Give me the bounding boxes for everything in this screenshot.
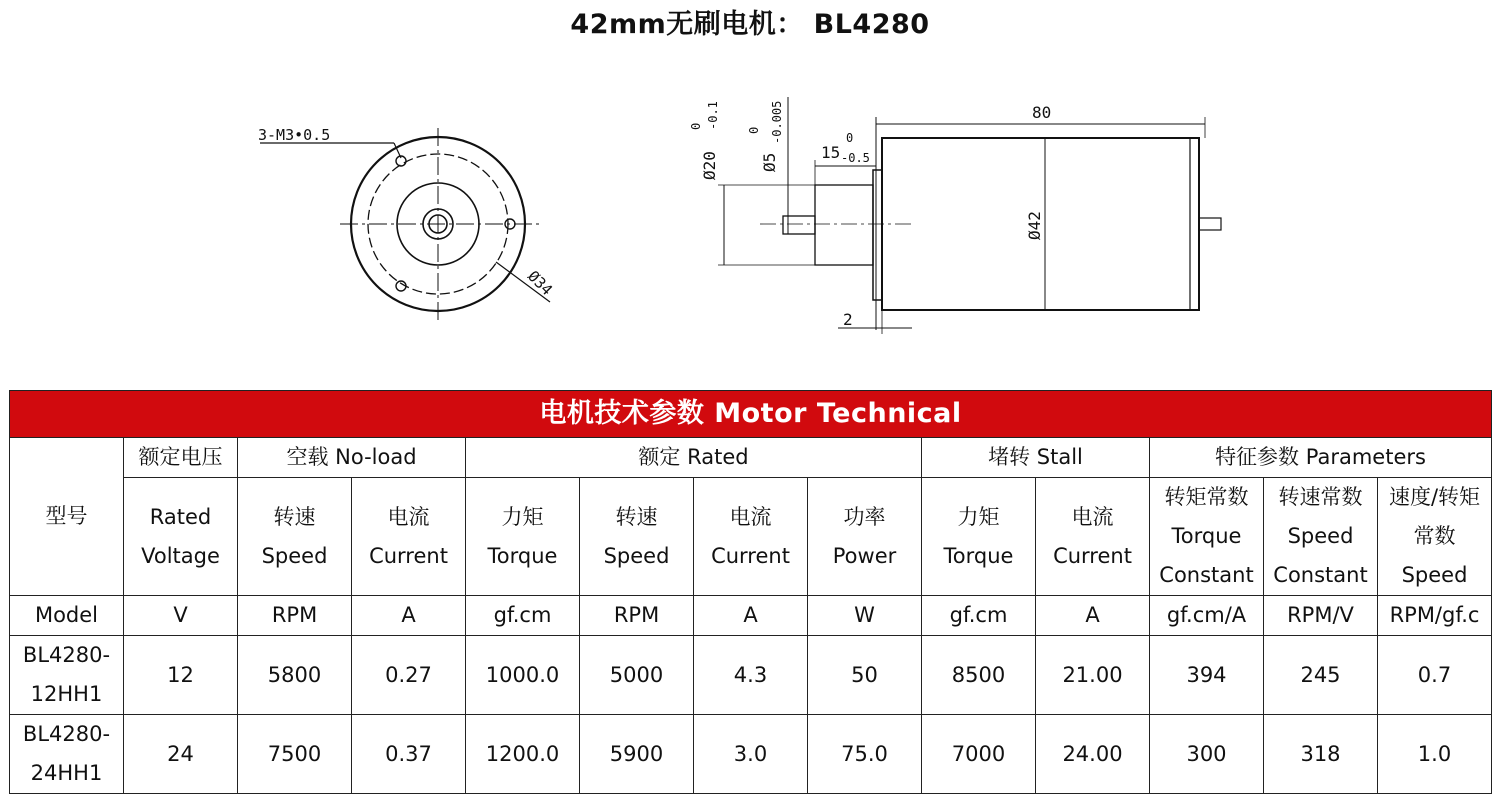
subheader-nl-speed: 转速 Speed <box>238 478 352 596</box>
value-cell: 24.00 <box>1036 715 1150 794</box>
unit-cell: RPM/V <box>1264 596 1378 636</box>
unit-cell: RPM <box>580 596 694 636</box>
subheader-r-current: 电流 Current <box>694 478 808 596</box>
subheader-speed-const: 转速常数 Speed Constant <box>1264 478 1378 596</box>
value-cell: 394 <box>1150 636 1264 715</box>
flange-tol-upper: 0 <box>689 122 703 130</box>
shaft-length-tol-lower: -0.5 <box>841 151 870 165</box>
shaft-length-label: 15 <box>821 143 841 162</box>
table-banner: 电机技术参数 Motor Technical <box>10 391 1492 438</box>
model-cell: BL4280- 12HH1 <box>10 636 124 715</box>
side-view <box>718 97 1221 334</box>
unit-cell: V <box>124 596 238 636</box>
group-rated-voltage: 额定电压 <box>124 438 238 478</box>
model-cell: BL4280- 24HH1 <box>10 715 124 794</box>
unit-cell: gf.cm <box>466 596 580 636</box>
unit-cell: A <box>352 596 466 636</box>
body-dia-label: Ø42 <box>1025 211 1044 240</box>
subheader-torque-const: 转矩常数 Torque Constant <box>1150 478 1264 596</box>
unit-cell: Model <box>10 596 124 636</box>
value-cell: 1200.0 <box>466 715 580 794</box>
value-cell: 8500 <box>922 636 1036 715</box>
subheader-r-power: 功率 Power <box>808 478 922 596</box>
shaft-length-tol-upper: 0 <box>846 131 854 145</box>
value-cell: 7000 <box>922 715 1036 794</box>
value-cell: 245 <box>1264 636 1378 715</box>
unit-cell: RPM/gf.c <box>1378 596 1492 636</box>
value-cell: 24 <box>124 715 238 794</box>
subheader-r-speed: 转速 Speed <box>580 478 694 596</box>
value-cell: 1.0 <box>1378 715 1492 794</box>
value-cell: 318 <box>1264 715 1378 794</box>
value-cell: 0.7 <box>1378 636 1492 715</box>
subheader-s-torque: 力矩 Torque <box>922 478 1036 596</box>
table-row <box>10 715 1492 794</box>
shaft-tol-upper: 0 <box>747 126 761 134</box>
value-cell: 21.00 <box>1036 636 1150 715</box>
group-stall: 堵转 Stall <box>922 438 1150 478</box>
shaft-tol-lower: -0.005 <box>770 100 784 144</box>
pcd-label: Ø34 <box>524 267 557 299</box>
value-cell: 5800 <box>238 636 352 715</box>
value-cell: 1000.0 <box>466 636 580 715</box>
subheader-r-torque: 力矩 Torque <box>466 478 580 596</box>
value-cell: 300 <box>1150 715 1264 794</box>
subheader-speed-torque: 速度/转矩 常数 Speed <box>1378 478 1492 596</box>
units-row <box>10 596 1492 636</box>
unit-cell: W <box>808 596 922 636</box>
group-parameters: 特征参数 Parameters <box>1150 438 1492 478</box>
subheader-s-current: 电流 Current <box>1036 478 1150 596</box>
flange-dia-label: Ø20 <box>700 151 719 180</box>
value-cell: 5900 <box>580 715 694 794</box>
group-no-load: 空载 No-load <box>238 438 466 478</box>
thread-note-label: 3-M3•0.5 <box>258 126 331 144</box>
table-row <box>10 636 1492 715</box>
front-view <box>260 128 550 322</box>
value-cell: 50 <box>808 636 922 715</box>
value-cell: 4.3 <box>694 636 808 715</box>
shaft-dia-label: Ø5 <box>760 152 779 172</box>
motor-dimension-drawing <box>0 50 1500 350</box>
value-cell: 3.0 <box>694 715 808 794</box>
value-cell: 75.0 <box>808 715 922 794</box>
page-title: 42mm无刷电机： BL4280 <box>570 9 930 40</box>
body-length-label: 80 <box>1032 103 1052 122</box>
value-cell: 12 <box>124 636 238 715</box>
flange-tol-lower: -0.1 <box>706 101 720 130</box>
unit-cell: RPM <box>238 596 352 636</box>
model-cn-header: 型号 <box>10 438 124 596</box>
motor-spec-table <box>9 390 1492 794</box>
value-cell: 7500 <box>238 715 352 794</box>
subheader-nl-current: 电流 Current <box>352 478 466 596</box>
value-cell: 0.27 <box>352 636 466 715</box>
value-cell: 0.37 <box>352 715 466 794</box>
group-rated: 额定 Rated <box>466 438 922 478</box>
flange-thickness-label: 2 <box>843 310 853 329</box>
unit-cell: gf.cm/A <box>1150 596 1264 636</box>
unit-cell: gf.cm <box>922 596 1036 636</box>
unit-cell: A <box>694 596 808 636</box>
subheader-voltage: Rated Voltage <box>124 478 238 596</box>
unit-cell: A <box>1036 596 1150 636</box>
value-cell: 5000 <box>580 636 694 715</box>
